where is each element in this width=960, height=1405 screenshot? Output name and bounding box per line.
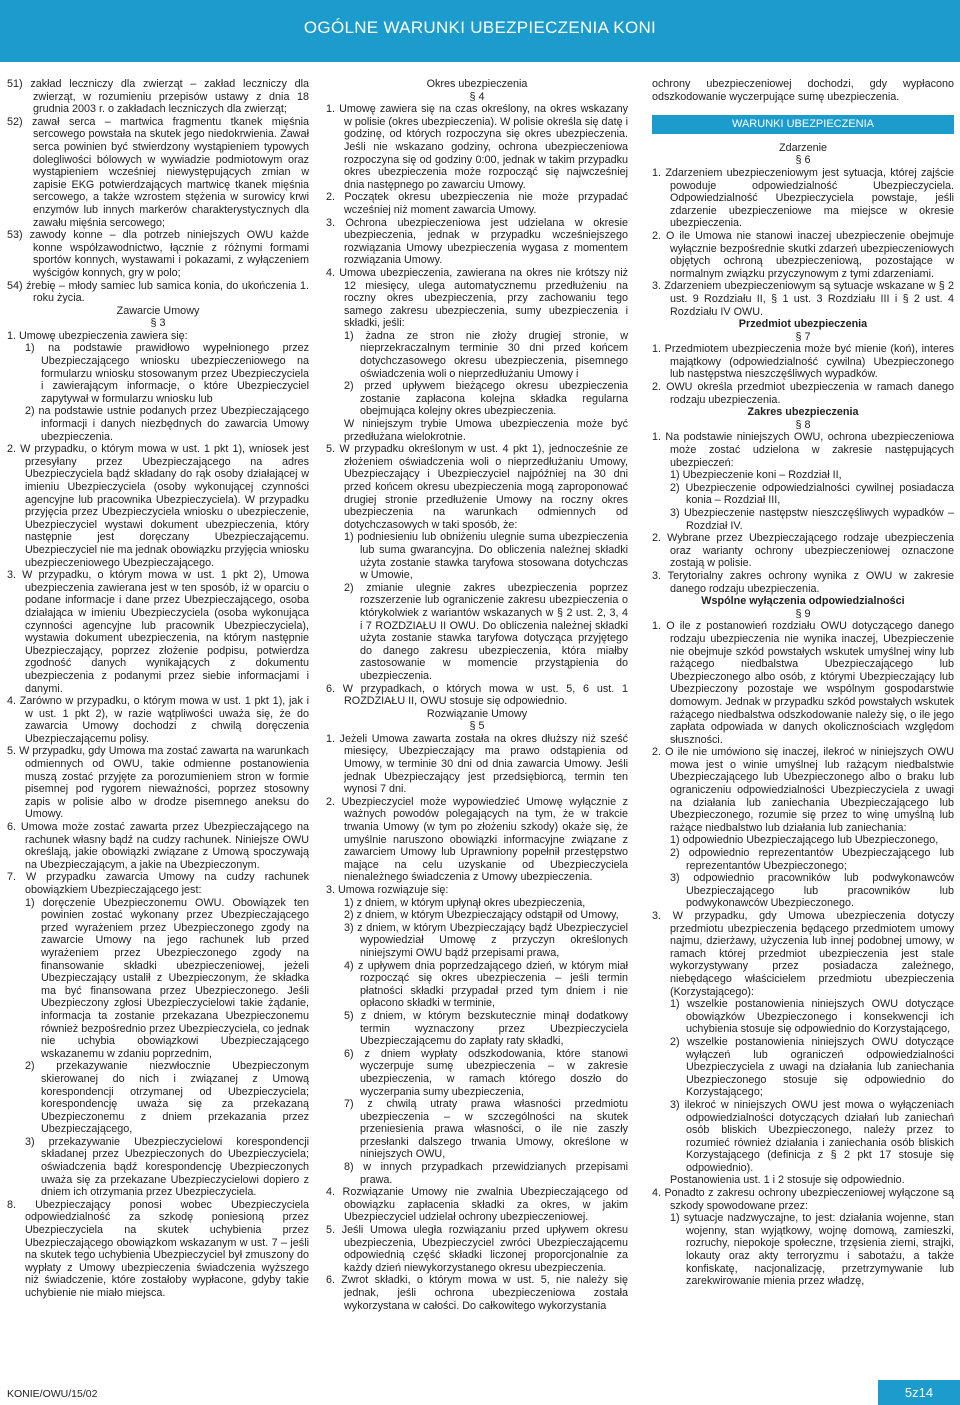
section-heading: Wspólne wyłączenia odpowiedzialności	[701, 595, 905, 608]
section-heading: Zawarcie Umowy	[116, 304, 200, 317]
paragraph: 3. Ochrona ubezpieczeniowa jest udzielana w okresie ubezpieczenia, jednak w przypadku wcześniejszego rozwiązania Umowy ubezpieczenia wygasa z momentem rozwiązania Umowy.	[326, 216, 628, 267]
page-title: OGÓLNE WARUNKI UBEZPIECZENIA KONI	[303, 18, 657, 37]
column-3	[652, 78, 954, 1338]
section-band: WARUNKI UBEZPIECZENIA	[652, 115, 954, 134]
paragraph: 2. Początek okresu ubezpieczenia nie może przypadać wcześniej niż moment zawarcia Umowy.	[326, 191, 628, 216]
list-item: 1) doręczenie Ubezpieczonemu OWU. Obowiązek ten powinien zostać wykonany przez Ubezpieczającego przed wyrażeniem przez Ubezpieczonego zgody na zawarcie Umowy na jego rachunek lub przed wyrażeniem przez Ubezpieczonego zgody na finansowanie składki ubezpieczeniowej, jeżeli Ubezpieczający ustalił z Ubezpieczonym, że składka ma być finansowana przez Ubezpieczonego. Jeśli Ubezpieczony zgłosi Ubezpieczycielowi takie żądanie, informacja ta zostanie przekazana Ubezpieczonemu również bezpośrednio przez Ubezpieczyciela, co jednak nie uchybia obowiązkowi Ubezpieczającego wskazanemu w zdaniu poprzednim,	[25, 896, 309, 1060]
paragraph: 1. Przedmiotem ubezpieczenia może być mienie (koń), interes majątkowy (odpowiedzialność cywilna) Ubezpieczonego lub następstwa nieszczęśliwych wypadków.	[652, 343, 954, 381]
list-item: 2) z dniem, w którym Ubezpieczający odstąpił od Umowy,	[344, 909, 619, 922]
paragraph: 2. O ile Umowa nie stanowi inaczej ubezpieczenie obejmuje wyłącznie bezpośrednie skutki zdarzeń ubezpieczeniowych objętych ochroną ubezpieczeniową, pozostające w normalnym związku przyczynowym z tymi zdarzeniami.	[652, 229, 954, 280]
section-heading: Zakres ubezpieczenia	[747, 406, 859, 419]
page-number: 5z14	[878, 1380, 960, 1405]
paragraph: 2. Ubezpieczyciel może wypowiedzieć Umowę wyłącznie z ważnych powodów polegających na tym, że w trakcie trwania Umowy (w tym po złożeniu szkody) okaże się, że umyślnie naruszono obowiązki informacyjne związane z zawarciem Umowy lub Uprawniony popełnił przestępstwo mające na celu uzyskanie od Ubezpieczyciela nienależnego świadczenia z Umowy ubezpieczenia.	[326, 795, 628, 884]
paragraph: 3. W przypadku, o którym mowa w ust. 1 pkt 2), Umowa ubezpieczenia zawierana jest w ten sposób, iż w oparciu o podane informacje i dane przez Ubezpieczającego, osoba działająca w imieniu Ubezpieczyciela (osoba wykonująca czynności agencyjne lub pracownik Ubezpieczyciela), wystawia dokument ubezpieczenia, na którym następnie Ubezpieczający, poprzez złożenie podpisu, potwierdza zgodność danych wynikających z dokumentu ubezpieczenia z podanymi przez siebie informacjami i danymi.	[7, 569, 309, 695]
list-item: 2) przekazywanie niezwłocznie Ubezpieczonym skierowanej do nich i związanej z Umową korespondencji otrzymanej od Ubezpieczyciela; korespondencję uważa się za przekazaną Ubezpieczonemu z dniem przekazania przez Ubezpieczającego,	[25, 1060, 309, 1136]
page-header	[0, 0, 960, 62]
paragraph: 5. Jeśli Umowa uległa rozwiązaniu przed upływem okresu ubezpieczenia, Ubezpieczyciel zwróci Ubezpieczającemu odpowiednią część składki liczonej proporcjonalnie za każdy dzień niewykorzystanego okresu ubezpieczenia.	[326, 1224, 628, 1274]
paragraph: 1. O ile z postanowień rozdziału OWU dotyczącego danego rodzaju ubezpieczenia nie wynika inaczej, Ubezpieczenie nie obejmuje szkód powstałych wskutek umyślnej winy lub rażącego niedbalstwa Ubezpieczającego lub Ubezpieczonego albo osób, z którymi Ubezpieczający lub Ubezpieczony pozostaje we wspólnym gospodarstwie domowym. Jednak w przypadku szkód powstałych wskutek rażącego niedbalstwa odszkodowanie należy się, o ile jego zapłata odpowiada w danych okolicznościach względom słuszności.	[652, 620, 954, 746]
list-item: 8) w innych przypadkach przewidzianych przepisami prawa.	[344, 1161, 628, 1186]
paragraph: 3. Terytorialny zakres ochrony wynika z OWU w zakresie danego rodzaju ubezpieczenia.	[652, 569, 954, 595]
section-number: § 7	[795, 330, 811, 343]
paragraph: 4. Zarówno w przypadku, o którym mowa w ust. 1 pkt 1), jak i w ust. 1 pkt 2), w razie wątpliwości uważa się, że do zawarcia Umowy dochodzi z chwilą doręczenia Ubezpieczającemu polisy.	[7, 695, 309, 745]
list-item: 2) przed upływem bieżącego okresu ubezpieczenia zostanie zapłacona kolejna składka regularna obejmująca kolejny okres ubezpieczenia.	[344, 380, 628, 418]
definition-51: 51) zakład leczniczy dla zwierząt – zakład leczniczy dla zwierząt, w rozumieniu przepisów ustawy z dnia 18 grudnia 2003 r. o zakładach leczniczych dla zwierząt;	[7, 78, 309, 116]
list-item: 3) z dniem, w którym Ubezpieczający bądź Ubezpieczyciel wypowiedział Umowę z przyczyn określonych niniejszymi OWU bądź przepisami prawa,	[344, 921, 628, 959]
paragraph: 3. W przypadku, gdy Umowa ubezpieczenia dotyczy przedmiotu ubezpieczenia będącego przedmiotem umowy najmu, dzierżawy, użyczenia lub innej podobnej umowy, w ramach której przedmiot ubezpieczenia jest stale wykorzystywany przez posiadacza zależnego, niebędącego właścicielem przedmiotu ubezpieczenia (Korzystającego):	[652, 910, 954, 998]
paragraph: 7. W przypadku zawarcia Umowy na cudzy rachunek obowiązkiem Ubezpieczającego jest:	[7, 871, 309, 896]
list-item: 3) odpowiednio pracowników lub podwykonawców Ubezpieczającego lub pracowników lub podwykonawców Ubezpieczonego.	[670, 872, 954, 910]
document-code: KONIE/OWU/15/02	[7, 1388, 98, 1400]
list-item: 1) na podstawie prawidłowo wypełnionego przez Ubezpieczającego wniosku ubezpieczeniowego na formularzu wniosku stosowanym przez Ubezpieczyciela i zawierającym informacje, o które Ubezpieczyciel zapytywał w formularzu wniosku lub	[25, 342, 309, 405]
section-number: § 8	[795, 418, 811, 431]
paragraph: 6. Umowa może zostać zawarta przez Ubezpieczającego na rachunek własny bądź na cudzy rachunek. Niniejsze OWU określają, jakie obowiązki związane z Umową spoczywają na Ubezpieczającym, a jakie na Ubezpieczonym.	[7, 821, 309, 871]
definition-52: 52) zawał serca – martwica fragmentu tkanek mięśnia sercowego powstała na skutek jego niedokrwienia. Zawał serca powinien być stwierdzony wystąpieniem typowych dolegliwości bólowych w wywiadzie podmiotowym oraz wystąpieniem wcześniej niewystępujących zmian w zapisie EKG potwierdzających martwicę tkanek mięśnia sercowego, a także wzrostem stężenia w surowicy krwi enzymów lub innych markerów charakterystycznych dla zawału mięśnia sercowego;	[7, 115, 309, 229]
paragraph: Postanowienia ust. 1 i 2 stosuje się odpowiednio.	[670, 1174, 905, 1187]
paragraph: 5. W przypadku określonym w ust. 4 pkt 1), jednocześnie ze złożeniem oświadczenia woli o nieprzedłużaniu Umowy, Ubezpieczający i Ubezpieczyciel najpóźniej na 30 dni przed końcem okresu ubezpieczenia mogą zaproponować drugiej stronie przedłużenie Umowy na roczny okres ubezpieczenia na warunkach odmiennych od dotychczasowych w taki sposób, że:	[326, 443, 628, 531]
list-item: 1) z dniem, w którym upłynął okres ubezpieczenia,	[344, 896, 586, 909]
paragraph: 2. Wybrane przez Ubezpieczającego rodzaje ubezpieczenia oraz warianty ochrony ubezpieczeniowej oznaczone zostają w polisie.	[652, 532, 954, 570]
section-number: § 5	[469, 720, 485, 733]
list-item: 2) zmianie ulegnie zakres ubezpieczenia poprzez rozszerzenie lub ograniczenie zakresu ubezpieczenia o którykolwiek z wariantów wskazanych w § 2 ust. 2, 3, 4 i 7 ROZDZIAŁU II OWU. Do obliczenia należnej składki użyta zostanie stawka taryfowa dotycząca przyjętego do danego zakresu ubezpieczenia, która miałby zastosowanie w momencie przystąpienia do ubezpieczenia.	[344, 581, 628, 682]
paragraph: 5. W przypadku, gdy Umowa ma zostać zawarta na warunkach odmiennych od OWU, takie odmienne postanowienia muszą zostać przyjęte za porozumieniem stron w formie pisemnej pod rygorem nieważności, poprzez stosowny zapis w polisie albo w drodze pisemnego aneksu do Umowy.	[7, 745, 309, 821]
list-item: 5) z dniem, w którym bezskutecznie minął dodatkowy termin wyznaczony przez Ubezpieczyciela Ubezpieczającemu do zapłaty raty składki,	[344, 1009, 628, 1048]
section-number: § 6	[795, 154, 811, 167]
paragraph: 3. Zdarzeniem ubezpieczeniowym są sytuacje wskazane w § 2 ust. 9 Rozdziału II, § 1 ust. 3 Rozdziału III i § 2 ust. 4 Rozdziału IV OWU.	[652, 280, 954, 318]
section-number: § 9	[795, 607, 811, 620]
paragraph: 6. W przypadkach, o których mowa w ust. 5, 6 ust. 1 ROZDZIAŁU II, OWU stosuje się odpowiednio.	[326, 682, 628, 708]
paragraph: 3. Umowa rozwiązuje się:	[326, 884, 449, 896]
paragraph: 1. Zdarzeniem ubezpieczeniowym jest sytuacja, której zajście powoduje odpowiedzialność Ubezpieczyciela. Odpowiedzialność Ubezpieczyciela powstaje, jeśli zdarzenie ubezpieczeniowe ma miejsce w okresie ubezpieczenia.	[652, 166, 954, 230]
list-item: 3) Ubezpieczenie następstw nieszczęśliwych wypadków – Rozdział IV.	[670, 507, 954, 532]
section-heading: Przedmiot ubezpieczenia	[738, 318, 868, 331]
paragraph: 1. Umowę zawiera się na czas określony, na okres wskazany w polisie (okres ubezpieczenia). W polisie określa się datę i godzinę, od których rozpoczyna się okres ubezpieczenia. Jeśli nie wskazano godziny, ochrona ubezpieczeniowa rozpoczyna się od godziny 0:00, jednak w takim przypadku okres ubezpieczenia może rozpocząć się najwcześniej dnia następnego po zawarciu Umowy.	[326, 103, 628, 191]
paragraph: 1. Jeżeli Umowa zawarta została na okres dłuższy niż sześć miesięcy, Ubezpieczający ma prawo odstąpienia od Umowy, w terminie 30 dni od dnia zawarcia Umowy. Jeśli jednak Ubezpieczający jest przedsiębiorcą, termin ten wynosi 7 dni.	[326, 732, 628, 796]
definition-53: 53) zawody konne – dla potrzeb niniejszych OWU każde konne współzawodnictwo, łącznie z różnymi formami sportów konnych, wystawami i pokazami, z wyłączeniem wyścigów konnych, gry w polo;	[7, 229, 309, 279]
list-item: 1) sytuacje nadzwyczajne, to jest: działania wojenne, stan wojenny, stan wyjątkowy, wojnę domową, zamieszki, rozruchy, niepokoje społeczne, trzęsienia ziemi, strajki, lokauty oraz akty terroryzmu i sabotażu, a także konfiskatę, nacjonalizację, przetrzymywanie lub zarekwirowanie mienia przez władzę,	[670, 1212, 954, 1288]
list-item: 3) przekazywanie Ubezpieczycielowi korespondencji składanej przez Ubezpieczonych do Ubezpieczyciela; oświadczenia bądź korespondencję Ubezpieczonych uważa się za przekazane Ubezpieczycielowi dopiero z dniem ich otrzymania przez Ubezpieczyciela.	[25, 1135, 309, 1199]
paragraph: 2. W przypadku, o którym mowa w ust. 1 pkt 1), wniosek jest przesyłany przez Ubezpieczającego na adres Ubezpieczyciela bądź składany do rąk osoby działającej w imieniu Ubezpieczyciela (osoby wykonującej czynności agencyjne lub pracownika Ubezpieczyciela). W przypadku przyjęcia przez Ubezpieczyciela wniosku o ubezpieczenie, Ubezpieczyciel wystawi dokument ubezpieczenia, który następnie jest doręczany Ubezpieczającemu. Ubezpieczyciel nie ma jednak obowiązku przyjęcia wniosku ubezpieczeniowego Ubezpieczającego.	[7, 443, 309, 569]
list-item: 7) z chwilą utraty prawa własności przedmiotu ubezpieczenia – w szczególności na skutek przeniesienia prawa własności, o ile nie zaszły przesłanki dalszego trwania Umowy, określone w niniejszych OWU,	[344, 1098, 628, 1161]
paragraph: 1. Na podstawie niniejszych OWU, ochrona ubezpieczeniowa może zostać udzielona w zakresie następujących ubezpieczeń:	[652, 431, 954, 469]
list-item: 2) wszelkie postanowienia niniejszych OWU dotyczące wyłączeń lub ograniczeń odpowiedzialności Ubezpieczyciela z uwagi na działania lub zaniechania Ubezpieczonego stosuje się odpowiednio do Korzystającego;	[670, 1035, 954, 1099]
paragraph: 4. Umowa ubezpieczenia, zawierana na okres nie krótszy niż 12 miesięcy, ulega automatycznemu przedłużeniu na roczny okres ubezpieczenia, przy zachowaniu tego samego zakresu ubezpieczenia, sumy ubezpieczenia i składki, jeśli:	[326, 266, 628, 330]
list-item: 3) ilekroć w niniejszych OWU jest mowa o wyłączeniach odpowiedzialności dotyczących działań lub zaniechań osób bliskich Ubezpieczonego, należy przez to rozumieć również działania i zaniechania osób bliskich Korzystającego (definicja z § 2 pkt 17 stosuje się odpowiednio).	[670, 1098, 954, 1174]
list-item: 1) podniesieniu lub obniżeniu ulegnie suma ubezpieczenia lub suma gwarancyjna. Do obliczenia należnej składki użyta zostanie stawka taryfowa stosowana dotychczas w Umowie,	[344, 531, 628, 582]
list-item: 2) Ubezpieczenie odpowiedzialności cywilnej posiadacza konia – Rozdział III,	[670, 481, 954, 507]
paragraph: 1. Umowę ubezpieczenia zawiera się:	[7, 329, 188, 342]
paragraph: 6. Zwrot składki, o którym mowa w ust. 5, nie należy się jednak, jeśli ochrona ubezpieczeniowa została wykorzystana w całości. Do całkowitego wykorzystania	[326, 1274, 628, 1312]
list-item: 1) żadna ze stron nie złoży drugiej stronie, w nieprzekraczalnym terminie 30 dni przed końcem dotychczasowego okresu ubezpieczenia, pisemnego oświadczenia woli o nieprzedłużaniu Umowy i	[344, 329, 628, 380]
column-2	[326, 78, 628, 1373]
section-number: § 4	[469, 90, 485, 103]
section-heading: Rozwiązanie Umowy	[426, 707, 528, 720]
paragraph: W niniejszym trybie Umowa ubezpieczenia może być przedłużana wielokrotnie.	[344, 418, 628, 443]
list-item: 6) z dniem wypłaty odszkodowania, które stanowi wyczerpuje sumę ubezpieczenia – w zakresie ubezpieczenia, w ramach którego doszło do wyczerpania sumy ubezpieczenia,	[344, 1047, 628, 1098]
paragraph: 2. O ile nie umówiono się inaczej, ilekroć w niniejszych OWU mowa jest o winie umyślnej lub rażącym niedbalstwie Ubezpieczającego lub Ubezpieczonego albo o braku lub ograniczeniu odpowiedzialności Ubezpieczyciela z uwagi na działania lub zaniechania Ubezpieczającego lub Ubezpieczonego, rozumie się przez to winę umyślną lub rażące niedbalstwo lub działania lub zaniechania:	[652, 746, 954, 834]
paragraph: 4. Ponadto z zakresu ochrony ubezpieczeniowej wyłączone są szkody spowodowane przez:	[652, 1187, 954, 1212]
section-heading: Okres ubezpieczenia	[426, 78, 528, 90]
definition-54: 54) źrebię – młody samiec lub samica konia, do ukończenia 1. roku życia.	[7, 279, 309, 305]
paragraph: ochrony ubezpieczeniowej dochodzi, gdy wypłacono odszkodowanie wyczerpujące sumę ubezpieczenia.	[652, 78, 954, 103]
list-item: 2) odpowiednio reprezentantów Ubezpieczającego lub reprezentantów Ubezpieczonego;	[670, 847, 954, 872]
column-1	[7, 78, 309, 1350]
list-item: 4) z upływem dnia poprzedzającego dzień, w którym miał rozpocząć się okres ubezpieczenia – jeśli termin płatności składki przypadał przed tym dniem i nie opłacono składki w terminie,	[344, 959, 628, 1010]
section-heading: Zdarzenie	[778, 141, 827, 154]
section-number: § 3	[150, 317, 166, 330]
paragraph: 4. Rozwiązanie Umowy nie zwalnia Ubezpieczającego od obowiązku zapłacenia składki za okres, w jakim Ubezpieczyciel udzielał ochrony ubezpieczeniowej.	[326, 1186, 628, 1224]
list-item: 2) na podstawie ustnie podanych przez Ubezpieczającego informacji i danych niezbędnych do zawarcia Umowy ubezpieczenia.	[25, 405, 309, 443]
paragraph: 2. OWU określa przedmiot ubezpieczenia w ramach danego rodzaju ubezpieczenia.	[652, 381, 954, 406]
list-item: 1) odpowiednio Ubezpieczającego lub Ubezpieczonego,	[670, 834, 939, 847]
paragraph: 8. Ubezpieczający ponosi wobec Ubezpieczyciela odpowiedzialność za szkodę poniesioną przez Ubezpieczyciela na skutek uchybienia przez Ubezpieczającego obowiązkom wskazanym w ust. 7 – jeśli na skutek tego uchybienia Ubezpieczyciel był zmuszony do wypłaty z Umowy ubezpieczenia świadczenia wyższego niż świadczenie, które zostałoby wypłacone, gdyby takie uchybienie nie miało miejsca.	[7, 1198, 309, 1299]
list-item: 1) wszelkie postanowienia niniejszych OWU dotyczące obowiązków Ubezpieczonego i konsekwencji ich uchybienia stosuje się odpowiednio do Korzystającego,	[670, 998, 954, 1036]
list-item: 1) Ubezpieczenie koni – Rozdział II,	[670, 469, 842, 482]
